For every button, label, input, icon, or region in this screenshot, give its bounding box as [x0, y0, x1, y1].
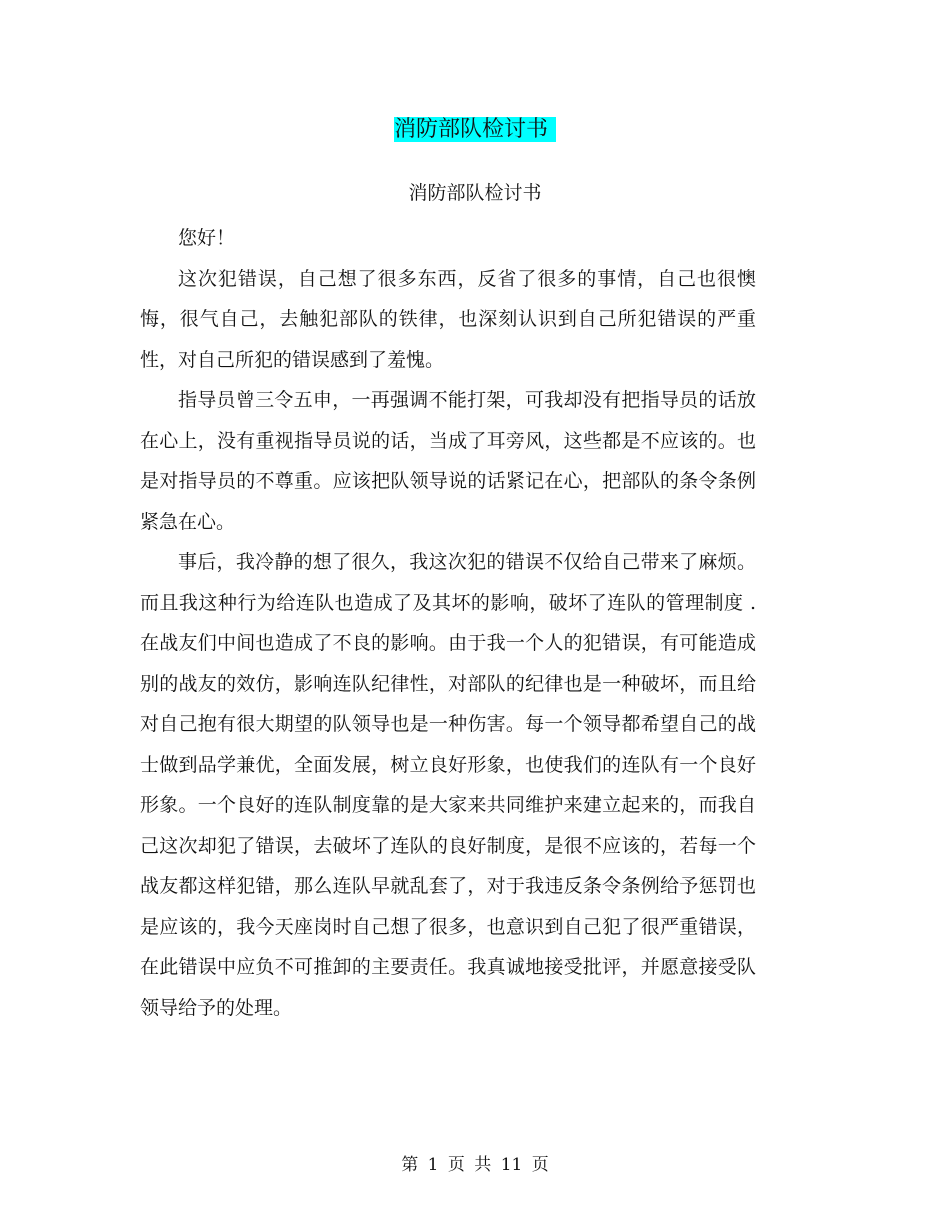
paragraph-3: 事后，我冷静的想了很久，我这次犯的错误不仅给自己带来了麻烦。而且我这种行为给连队也造成了及其坏的影响，破坏了连队的管理制度 . 在战友们中间也造成了不良的影响。由于我一个人的犯错误，有可能造成别的战友的效仿，影响连队纪律性，对部队的纪律也是一种破坏，而且给对自己抱有很大期望的队领导也是一种伤害。每一个领导都希望自己的战士做到品学兼优，全面发展，树立良好形象，也使我们的连队有一个良好形象。一个良好的连队制度靠的是大家来共同维护来建立起来的，而我自己这次却犯了错误，去破坏了连队的良好制度，是很不应该的，若每一个战友都这样犯错，那么连队早就乱套了，对于我违反条令条例给予惩罚也是应该的，我今天座岗时自己想了很多，也意识到自己犯了很严重错误，在此错误中应负不可推卸的主要责任。我真诚地接受批评，并愿意接受队领导给予的处理。: [140, 551, 756, 1019]
greeting: 您好！: [178, 227, 236, 249]
page-number-footer: 第 1 页 共 11 页: [401, 1155, 549, 1175]
paragraph-1: 这次犯错误，自己想了很多东西，反省了很多的事情，自己也很懊悔，很气自己，去触犯部队的铁律，也深刻认识到自己所犯错误的严重性，对自己所犯的错误感到了羞愧。: [140, 267, 756, 371]
paragraph-2: 指导员曾三令五申，一再强调不能打架，可我却没有把指导员的话放在心上，没有重视指导员说的话，当成了耳旁风，这些都是不应该的。也是对指导员的不尊重。应该把队领导说的话紧记在心，把部队的条令条例紧急在心。: [140, 389, 756, 533]
document-subtitle: 消防部队检讨书: [408, 182, 542, 204]
highlighted-title-text: 消防部队检讨书: [394, 117, 556, 142]
document-title: [0, 114, 950, 146]
document-body: [140, 218, 756, 1028]
